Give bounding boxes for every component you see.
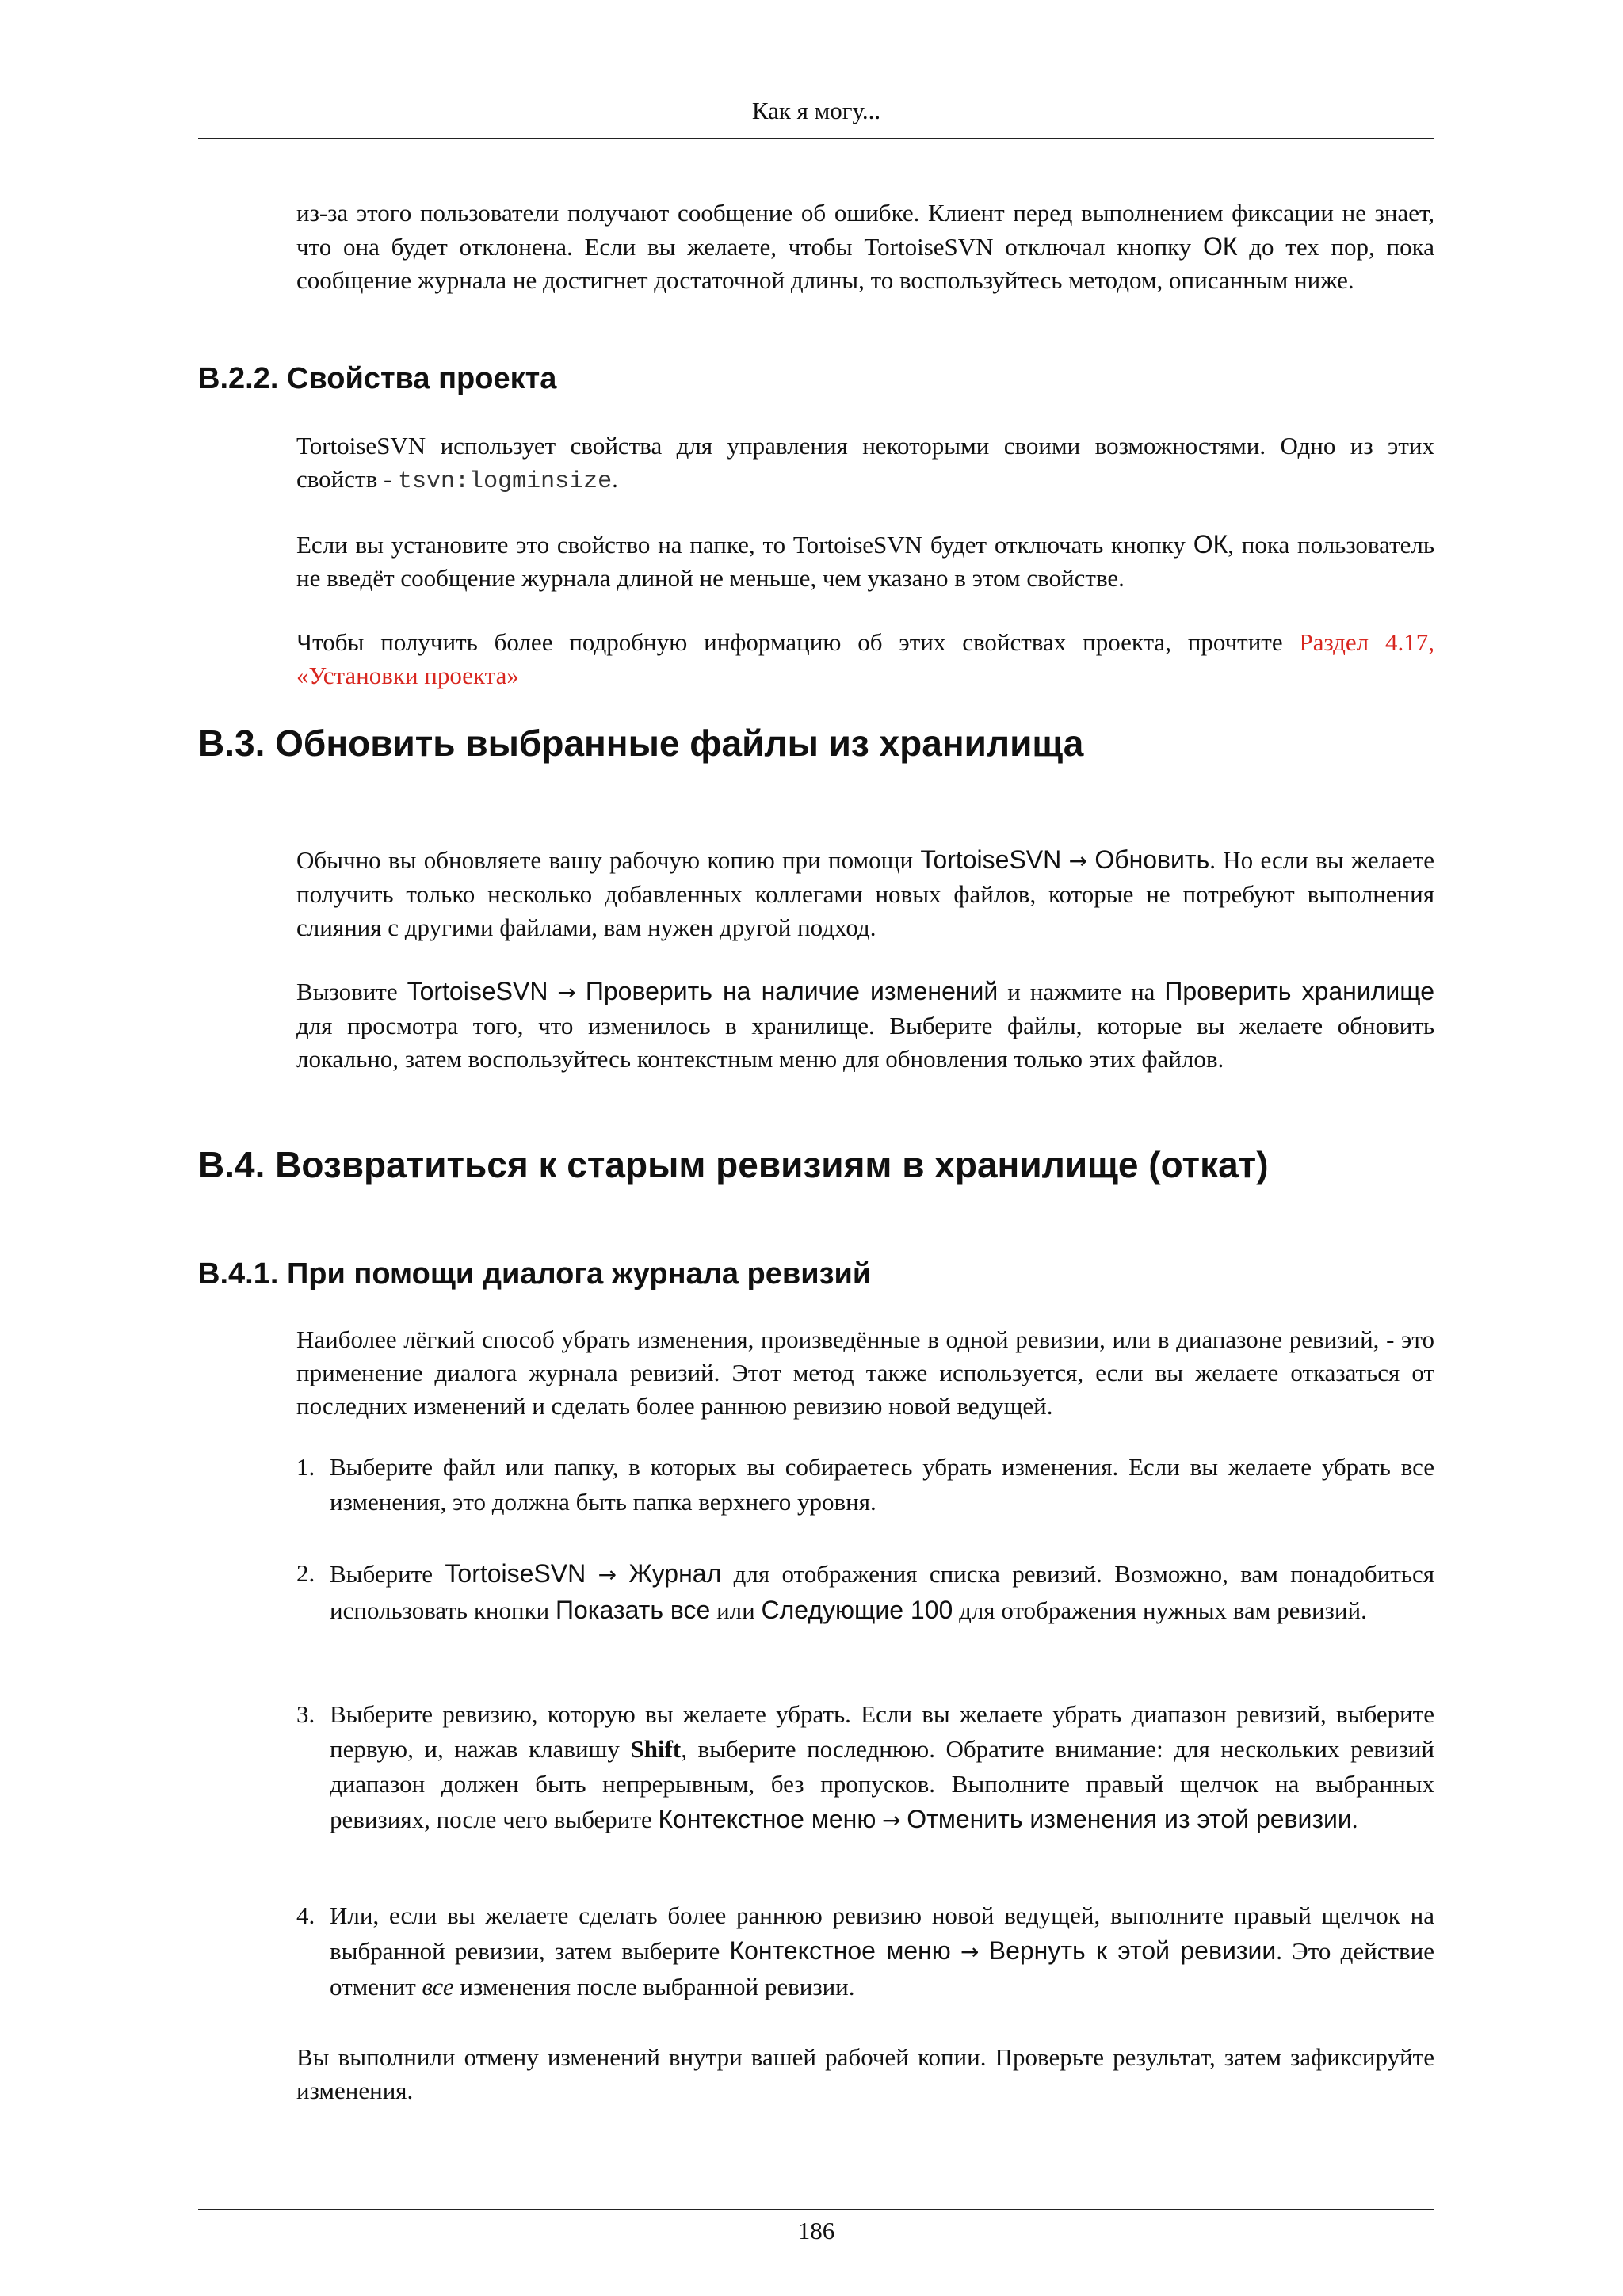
text-run: Или, если вы желаете сделать более раннюю ревизию новой ведущей, выполните правый щелчок на выбранной ревизии, затем выберите [330, 1901, 1434, 1965]
list-item-body [330, 1898, 1434, 2004]
shift-key: Shift [630, 1735, 682, 1763]
menu-arrow-icon: → [598, 1562, 617, 1588]
text-run: Вы выполнили отмену изменений внутри вашей рабочей копии. Проверьте результат, затем зафиксируйте изменения. [296, 2043, 1434, 2104]
text-run: Вызовите [296, 978, 407, 1005]
list-item-body [330, 1556, 1434, 1628]
text-run: или [710, 1596, 762, 1624]
text-run: Наиболее лёгкий способ убрать изменения, произведённые в одной ревизии, или в диапазоне ревизий, - это применение диалога журнала ревизий. Этот метод также используется, если вы желаете отказаться от последних изменений и сделать более раннюю ревизию новой ведущей. [296, 1325, 1434, 1420]
ok-button-ref: ОК [1202, 232, 1238, 261]
b3-paragraph-1 [296, 843, 1434, 944]
text-run: . [1351, 1806, 1358, 1833]
text-run: и нажмите на [998, 978, 1165, 1005]
intro-paragraph [296, 196, 1434, 297]
menu-item-log: Журнал [628, 1559, 722, 1588]
text-run: Если вы установите это свойство на папке, то TortoiseSVN будет отключать кнопку [296, 531, 1193, 559]
running-header: Как я могу... [751, 97, 881, 124]
list-number: 2. [296, 1559, 315, 1587]
page-number: 186 [797, 2217, 835, 2245]
next-100-button-ref: Следующие 100 [761, 1596, 953, 1624]
menu-arrow-icon: → [1068, 848, 1088, 874]
emphasis: все [422, 1973, 454, 2000]
section-heading-b22: B.2.2. Свойства проекта [198, 362, 557, 395]
text-run: изменения после выбранной ревизии. [453, 1973, 855, 2000]
list-item-text: Выберите файл или папку, в которых вы собираетесь убрать изменения. Если вы желаете убрать все изменения, это должна быть папка верхнего уровня. [330, 1453, 1434, 1516]
text-run: Выберите [330, 1560, 445, 1588]
property-name: tsvn:logminsize [398, 468, 613, 495]
list-number: 3. [296, 1700, 315, 1728]
text-run: Выберите ревизию, которую вы желаете убрать. Если вы желаете убрать диапазон ревизий, выберите первую, и, нажав клавишу [330, 1700, 1434, 1763]
project-settings-link[interactable]: Раздел 4.17, «Установки проекта» [296, 628, 1435, 689]
section-heading-b3: B.3. Обновить выбранные файлы из хранилища [198, 723, 1084, 764]
text-run: для отображения списка ревизий. Возможно, вам понадобиться использовать кнопки [330, 1560, 1434, 1624]
text-run: , пока пользователь не введёт сообщение журнала длиной не меньше, чем указано в этом свойстве. [296, 531, 1434, 592]
menu-item-context-menu: Контекстное меню [658, 1805, 876, 1833]
text-run: до тех пор, пока сообщение журнала не достигнет достаточной длины, то воспользуйтесь методом, описанным ниже. [296, 233, 1434, 294]
menu-item-update: Обновить [1094, 845, 1210, 874]
section-heading-b41: B.4.1. При помощи диалога журнала ревизий [198, 1257, 872, 1291]
menu-arrow-icon: → [882, 1807, 901, 1833]
check-repository-button-ref: Проверить хранилище [1164, 977, 1435, 1005]
b22-paragraph-1 [296, 429, 1434, 498]
text-run: TortoiseSVN использует свойства для управления некоторыми своими возможностями. Одно из этих свойств - [296, 432, 1434, 493]
b41-closing-paragraph [296, 2041, 1434, 2107]
text-run: Чтобы получить более подробную информацию об этих свойствах проекта, прочтите [296, 628, 1300, 656]
menu-arrow-icon: → [960, 1939, 980, 1965]
menu-item-tortoisesvn: TortoiseSVN [445, 1559, 586, 1588]
footer-rule [198, 2209, 1434, 2210]
text-run: для отображения нужных вам ревизий. [953, 1596, 1367, 1624]
menu-item-tortoisesvn: TortoiseSVN [920, 845, 1062, 874]
b3-paragraph-2 [296, 974, 1434, 1076]
menu-item-tortoisesvn: TortoiseSVN [407, 977, 548, 1005]
menu-item-context-menu: Контекстное меню [729, 1936, 951, 1965]
menu-item-revert-changes: Отменить изменения из этой ревизии [907, 1805, 1352, 1833]
text-run: , выберите последнюю. Обратите внимание: для нескольких ревизий диапазон должен быть непрерывным, без пропусков. Выполните правый щелчок на выбранных ревизиях, после чего выберите [330, 1735, 1434, 1833]
menu-item-revert-to-revision: Вернуть к этой ревизии [988, 1936, 1277, 1965]
list-number: 4. [296, 1901, 315, 1929]
text-run: . Это действие отменит [330, 1937, 1435, 2000]
b22-paragraph-2 [296, 528, 1434, 595]
list-number: 1. [296, 1453, 315, 1481]
text-run: для просмотра того, что изменилось в хранилище. Выберите файлы, которые вы желаете обновить локально, затем воспользуйтесь контекстным меню для обновления только этих файлов. [296, 1012, 1434, 1073]
show-all-button-ref: Показать все [555, 1596, 711, 1624]
menu-item-check-modifications: Проверить на наличие изменений [585, 977, 999, 1005]
section-heading-b4: B.4. Возвратиться к старым ревизиям в хранилище (откат) [198, 1144, 1269, 1185]
list-item-body [330, 1697, 1434, 1838]
text-run: . Но если вы желаете получить только несколько добавленных коллегами новых файлов, которые не потребуют выполнения слияния с другими файлами, вам нужен другой подход. [296, 846, 1434, 941]
b41-intro-paragraph [296, 1323, 1434, 1423]
text-run: . [612, 465, 618, 493]
ok-button-ref: ОК [1193, 530, 1228, 559]
menu-arrow-icon: → [557, 979, 576, 1005]
b22-paragraph-3 [296, 626, 1434, 692]
text-run: Обычно вы обновляете вашу рабочую копию при помощи [296, 846, 921, 874]
header-rule [198, 138, 1434, 139]
text-run: из-за этого пользователи получают сообщение об ошибке. Клиент перед выполнением фиксации не знает, что она будет отклонена. Если вы желаете, чтобы TortoiseSVN отключал кнопку [296, 199, 1434, 261]
